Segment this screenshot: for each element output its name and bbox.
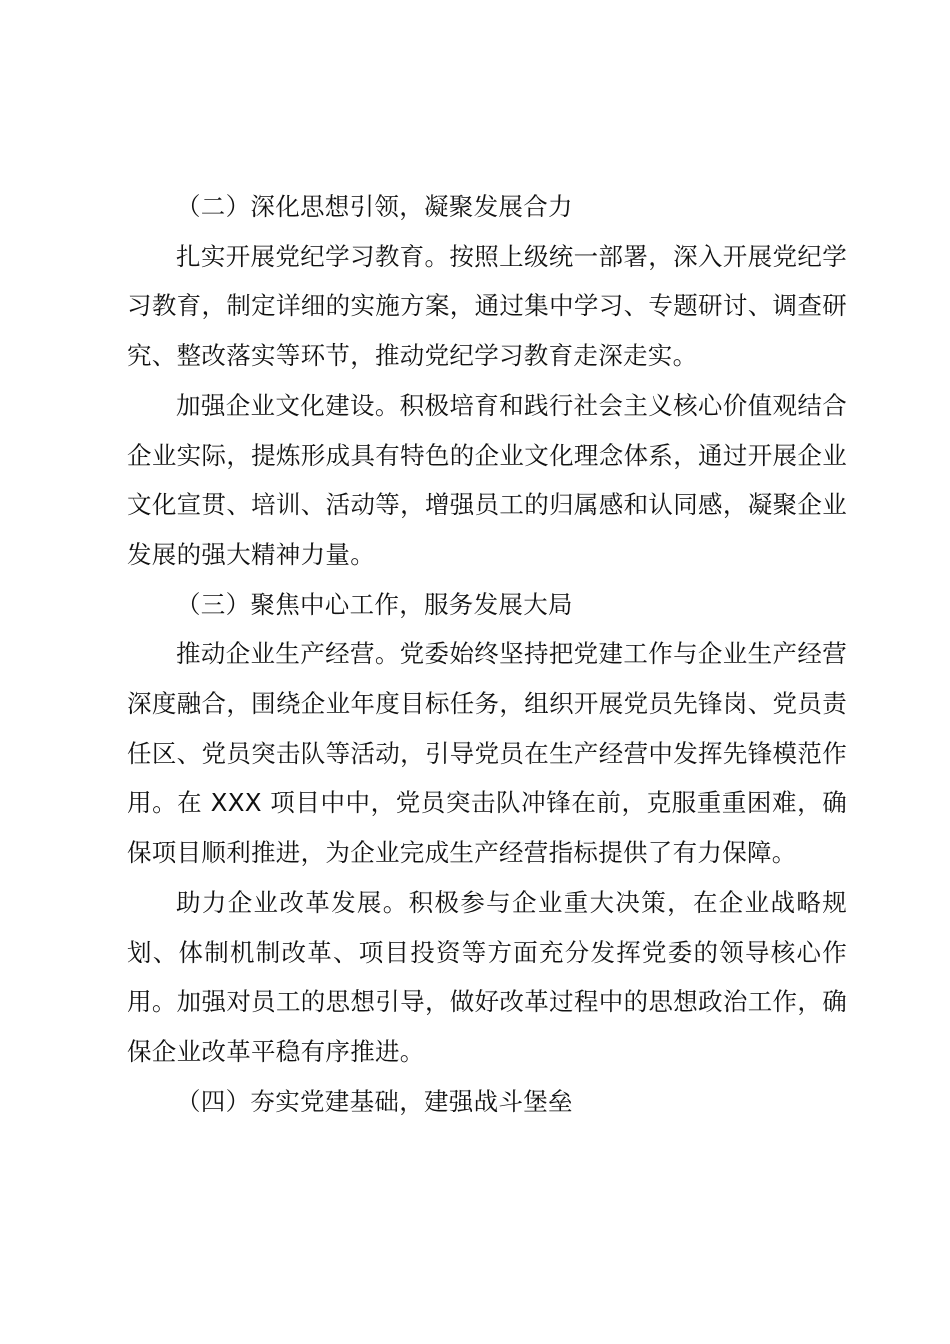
paragraph-production-operation: 推动企业生产经营。党委始终坚持把党建工作与企业生产经营深度融合，围绕企业年度目标任务，组织开展党员先锋岗、党员责任区、党员突击队等活动，引导党员在生产经营中发挥先锋模范作用。在 XXX 项目中中，党员突击队冲锋在前，克服重重困难，确保项目顺利推进，为企业完成生产经营指标提供了有力保障。 (127, 639, 847, 868)
document-body (127, 182, 847, 1126)
paragraph-party-discipline-education: 扎实开展党纪学习教育。按照上级统一部署，深入开展党纪学习教育，制定详细的实施方案，通过集中学习、专题研讨、调查研究、整改落实等环节，推动党纪学习教育走深走实。 (127, 241, 847, 371)
paragraph-corporate-culture: 加强企业文化建设。积极培育和践行社会主义核心价值观结合企业实际，提炼形成具有特色的企业文化理念体系，通过开展企业文化宣贯、培训、活动等，增强员工的归属感和认同感，凝聚企业发展的强大精神力量。 (127, 390, 847, 569)
section-heading-3: （三）聚焦中心工作，服务发展大局 (176, 589, 573, 619)
section-heading-2: （二）深化思想引领，凝聚发展合力 (176, 192, 573, 221)
paragraph-reform-development: 助力企业改革发展。积极参与企业重大决策，在企业战略规划、体制机制改革、项目投资等方面充分发挥党委的领导核心作用。加强对员工的思想引导，做好改革过程中的思想政治工作，确保企业改革平稳有序推进。 (127, 887, 847, 1066)
section-heading-4: （四）夯实党建基础，建强战斗堡垒 (176, 1086, 573, 1116)
